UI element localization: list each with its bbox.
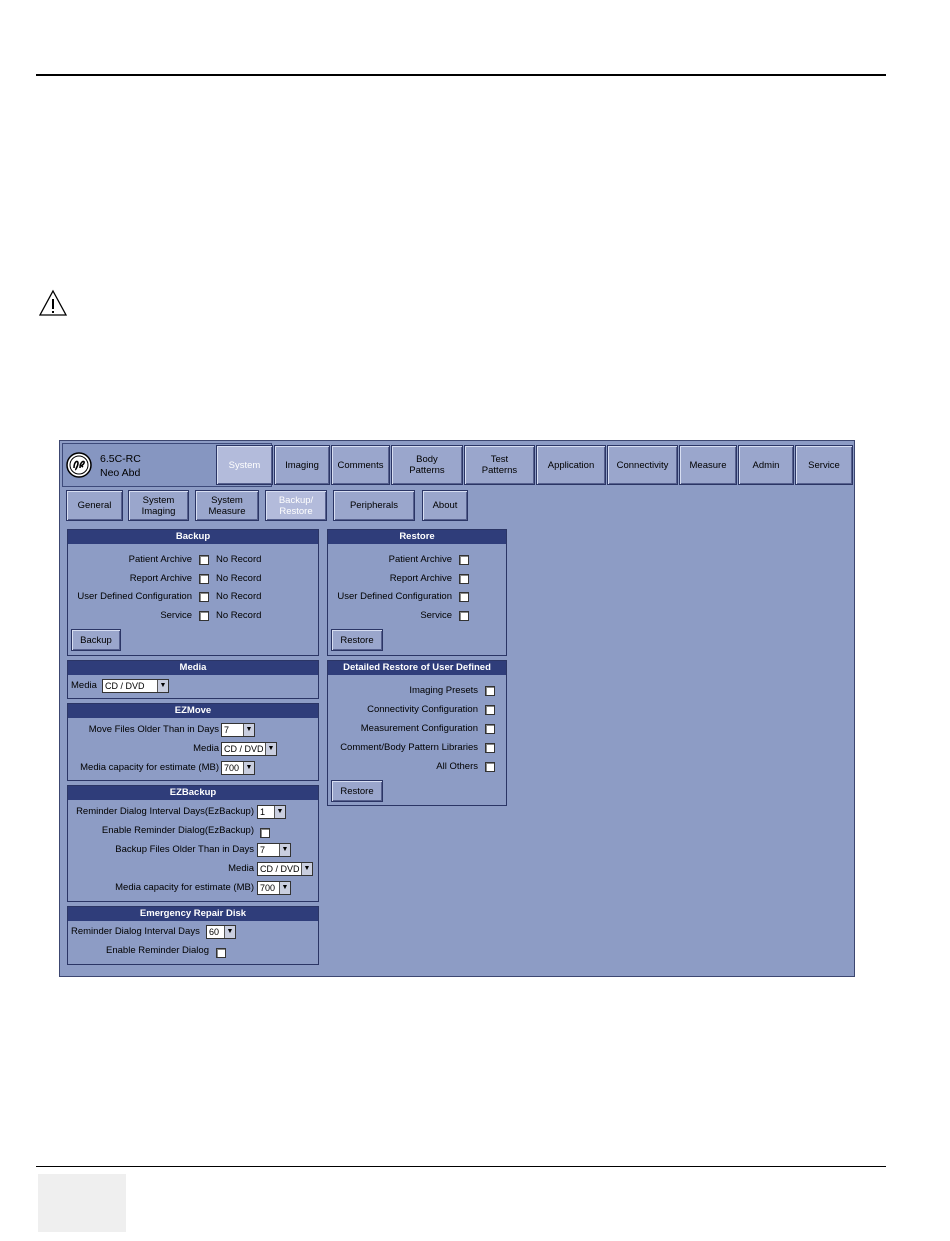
utility-screen: [59, 440, 855, 977]
chevron-down-icon: ▼: [224, 926, 235, 938]
ezbackup-media-select[interactable]: [257, 862, 313, 876]
subtab-system-imaging[interactable]: System Imaging: [128, 490, 189, 521]
backup-panel: [67, 529, 319, 656]
restore-service-label: Service: [420, 610, 452, 621]
detailed-connectivity-label: Connectivity Configuration: [367, 704, 478, 715]
ezmove-capacity-value: 700: [224, 763, 240, 773]
ezbackup-capacity-select[interactable]: [257, 881, 291, 895]
ezmove-panel-title: EZMove: [68, 704, 318, 718]
ezbackup-older-select[interactable]: [257, 843, 291, 857]
chevron-down-icon: ▼: [265, 743, 276, 755]
restore-row-report-archive: [328, 572, 506, 586]
ezmove-older-select[interactable]: [221, 723, 255, 737]
chevron-down-icon: ▼: [243, 724, 254, 736]
backup-row-service: [68, 609, 318, 623]
backup-service-status: No Record: [216, 610, 262, 621]
ezmove-media-value: CD / DVD: [224, 744, 264, 754]
restore-report-archive-checkbox[interactable]: [459, 574, 469, 584]
header-rule: [36, 74, 886, 76]
detailed-restore-button[interactable]: Restore: [331, 780, 383, 802]
backup-report-archive-status: No Record: [216, 573, 262, 584]
subtab-peripherals[interactable]: Peripherals: [333, 490, 415, 521]
restore-report-archive-label: Report Archive: [389, 573, 452, 584]
restore-row-service: [328, 609, 506, 623]
detailed-row-all-others: [328, 760, 506, 774]
tab-application[interactable]: Application: [536, 445, 606, 485]
backup-row-report-archive: [68, 572, 318, 586]
detailed-row-libraries: [328, 741, 506, 755]
backup-report-archive-label: Report Archive: [129, 573, 192, 584]
tab-admin[interactable]: Admin: [738, 445, 794, 485]
tab-body-patterns[interactable]: Body Patterns: [391, 445, 463, 485]
ezmove-capacity-select[interactable]: [221, 761, 255, 775]
footer-rule: [36, 1166, 886, 1167]
erd-panel-title: Emergency Repair Disk: [68, 907, 318, 921]
detailed-row-measurement: [328, 722, 506, 736]
subtab-backup-restore[interactable]: Backup/ Restore: [265, 490, 327, 521]
media-panel-title: Media: [68, 661, 318, 675]
ezmove-older-label: Move Files Older Than in Days: [88, 724, 219, 735]
backup-patient-archive-status: No Record: [216, 554, 262, 565]
ezbackup-enable-checkbox[interactable]: [260, 828, 270, 838]
backup-user-config-checkbox[interactable]: [199, 592, 209, 602]
detailed-all-others-checkbox[interactable]: [485, 762, 495, 772]
chevron-down-icon: ▼: [274, 806, 285, 818]
ezbackup-capacity-value: 700: [260, 883, 276, 893]
chevron-down-icon: ▼: [243, 762, 254, 774]
detailed-measurement-checkbox[interactable]: [485, 724, 495, 734]
detailed-imaging-presets-checkbox[interactable]: [485, 686, 495, 696]
tab-service[interactable]: Service: [795, 445, 853, 485]
backup-service-label: Service: [160, 610, 192, 621]
ezmove-capacity-label: Media capacity for estimate (MB): [80, 762, 219, 773]
restore-patient-archive-checkbox[interactable]: [459, 555, 469, 565]
backup-report-archive-checkbox[interactable]: [199, 574, 209, 584]
detailed-imaging-presets-label: Imaging Presets: [409, 685, 478, 696]
tab-connectivity[interactable]: Connectivity: [607, 445, 678, 485]
restore-user-config-label: User Defined Configuration: [337, 591, 452, 602]
subtab-system-measure[interactable]: System Measure: [195, 490, 259, 521]
chevron-down-icon: ▼: [279, 882, 290, 894]
ezbackup-panel: [67, 785, 319, 902]
restore-button[interactable]: Restore: [331, 629, 383, 651]
detailed-libraries-label: Comment/Body Pattern Libraries: [340, 742, 478, 753]
erd-enable-label: Enable Reminder Dialog: [106, 945, 209, 956]
tab-imaging[interactable]: Imaging: [274, 445, 330, 485]
detailed-row-imaging-presets: [328, 684, 506, 698]
media-select[interactable]: [102, 679, 169, 693]
erd-panel: [67, 906, 319, 965]
media-panel: [67, 660, 319, 699]
backup-panel-title: Backup: [68, 530, 318, 544]
ezmove-media-select[interactable]: [221, 742, 277, 756]
backup-row-patient-archive: [68, 553, 318, 567]
ezbackup-panel-title: EZBackup: [68, 786, 318, 800]
ezmove-media-label: Media: [193, 743, 219, 754]
restore-panel: [327, 529, 507, 656]
chevron-down-icon: ▼: [279, 844, 290, 856]
tab-measure[interactable]: Measure: [679, 445, 737, 485]
ezbackup-enable-label: Enable Reminder Dialog(EzBackup): [101, 825, 254, 836]
detailed-libraries-checkbox[interactable]: [485, 743, 495, 753]
restore-patient-archive-label: Patient Archive: [388, 554, 452, 565]
media-select-value: CD / DVD: [105, 681, 145, 691]
ezmove-older-value: 7: [224, 725, 230, 735]
backup-row-user-config: [68, 590, 318, 604]
ezbackup-media-label: Media: [228, 863, 254, 874]
footer-box: [38, 1174, 126, 1232]
preset-name: Neo Abd: [100, 467, 141, 479]
restore-row-user-config: [328, 590, 506, 604]
tab-comments[interactable]: Comments: [331, 445, 390, 485]
ezbackup-interval-value: 1: [260, 807, 266, 817]
ezbackup-media-value: CD / DVD: [260, 864, 300, 874]
warning-icon: [38, 289, 68, 317]
detailed-connectivity-checkbox[interactable]: [485, 705, 495, 715]
chevron-down-icon: ▼: [157, 680, 168, 692]
ezbackup-older-label: Backup Files Older Than in Days: [115, 844, 254, 855]
tab-test-patterns[interactable]: Test Patterns: [464, 445, 535, 485]
erd-enable-checkbox[interactable]: [216, 948, 226, 958]
ezmove-panel: [67, 703, 319, 781]
restore-service-checkbox[interactable]: [459, 611, 469, 621]
ezbackup-capacity-label: Media capacity for estimate (MB): [115, 882, 254, 893]
chevron-down-icon: ▼: [301, 863, 312, 875]
backup-user-config-label: User Defined Configuration: [77, 591, 192, 602]
ezbackup-older-value: 7: [260, 845, 266, 855]
ezbackup-interval-label: Reminder Dialog Interval Days(EzBackup): [76, 806, 254, 817]
detailed-restore-panel: [327, 660, 507, 806]
ezbackup-interval-select[interactable]: [257, 805, 286, 819]
ge-logo-icon: [66, 452, 92, 478]
software-version: 6.5C-RC: [100, 453, 141, 465]
backup-patient-archive-checkbox[interactable]: [199, 555, 209, 565]
tab-system[interactable]: System: [216, 445, 273, 485]
restore-panel-title: Restore: [328, 530, 506, 544]
detailed-measurement-label: Measurement Configuration: [360, 723, 478, 734]
erd-interval-label: Reminder Dialog Interval Days: [71, 926, 200, 937]
media-label: Media: [71, 680, 97, 691]
erd-interval-value: 60: [209, 927, 220, 937]
backup-button[interactable]: Backup: [71, 629, 121, 651]
erd-interval-select[interactable]: [206, 925, 236, 939]
backup-user-config-status: No Record: [216, 591, 262, 602]
restore-row-patient-archive: [328, 553, 506, 567]
backup-service-checkbox[interactable]: [199, 611, 209, 621]
detailed-all-others-label: All Others: [436, 761, 478, 772]
restore-user-config-checkbox[interactable]: [459, 592, 469, 602]
backup-patient-archive-label: Patient Archive: [128, 554, 192, 565]
detailed-restore-title: Detailed Restore of User Defined: [328, 661, 506, 675]
detailed-row-connectivity: [328, 703, 506, 717]
subtab-general[interactable]: General: [66, 490, 123, 521]
subtab-about[interactable]: About: [422, 490, 468, 521]
